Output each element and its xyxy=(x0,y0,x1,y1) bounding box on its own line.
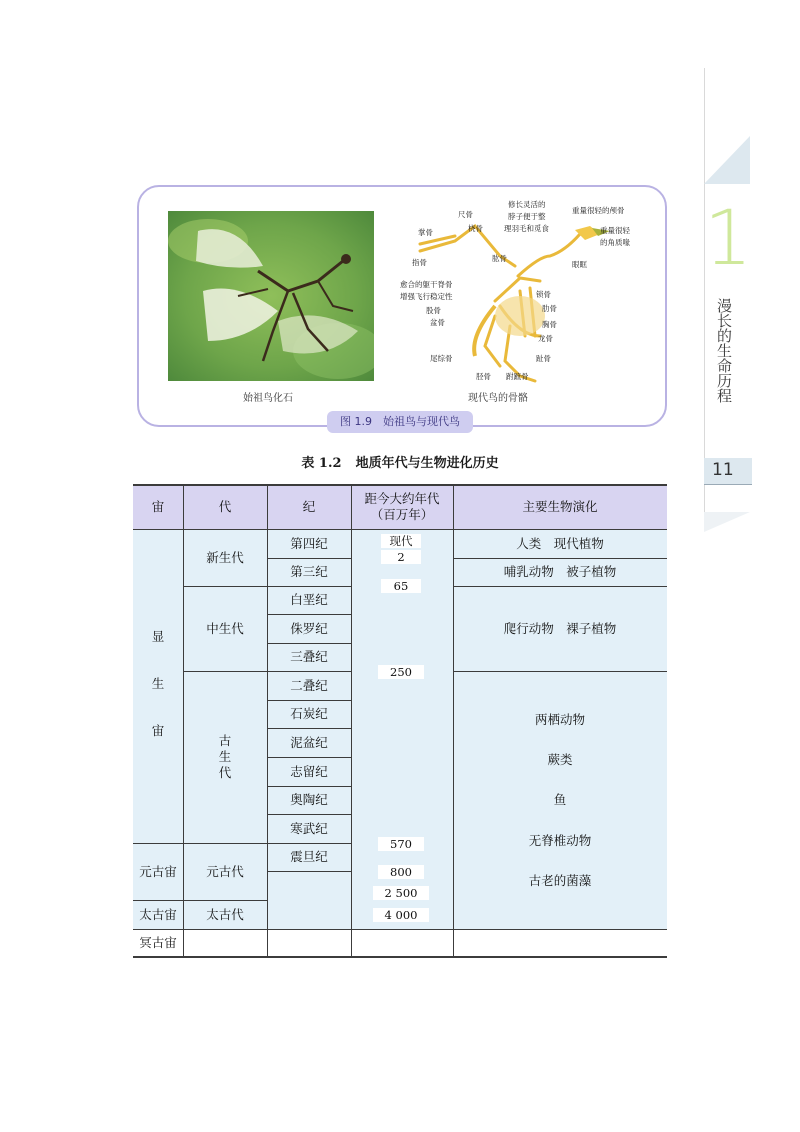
period-cambrian: 寒武纪 xyxy=(290,820,328,836)
margin-bottom-decoration xyxy=(704,512,750,532)
label-metacarpal: 掌骨 xyxy=(418,228,433,237)
boundary-present: 现代 xyxy=(381,534,421,548)
period-tertiary: 第三纪 xyxy=(290,564,328,579)
boundary-2: 2 xyxy=(381,550,421,564)
evolution-invertebrates: 无脊椎动物 xyxy=(528,833,592,848)
header-era: 代 xyxy=(218,498,232,514)
label-tarsometatarsus: 跗蹠骨 xyxy=(506,372,529,381)
eon-char: 宙 xyxy=(151,723,165,738)
eon-archean: 太古宙 xyxy=(139,906,177,922)
geologic-time-table xyxy=(133,484,667,958)
label-keel: 龙骨 xyxy=(538,334,553,343)
modern-bird-skeleton-image xyxy=(400,196,660,388)
chapter-title: 漫长的生命历程 xyxy=(715,298,733,403)
evolution-ferns: 蕨类 xyxy=(547,752,573,767)
label-femur: 股骨 xyxy=(426,306,441,315)
evolution-tertiary: 哺乳动物 被子植物 xyxy=(503,564,617,579)
period-quaternary: 第四纪 xyxy=(290,535,328,551)
archaeopteryx-fossil-image xyxy=(168,211,374,381)
period-silurian: 志留纪 xyxy=(290,763,328,779)
period-permian: 二叠纪 xyxy=(290,677,328,693)
evolution-algae: 古老的菌藻 xyxy=(528,873,592,888)
label-eye-socket: 眼眶 xyxy=(572,260,587,269)
eon-char: 显 xyxy=(151,629,165,644)
period-devonian: 泥盆纪 xyxy=(290,734,328,750)
period-triassic: 三叠纪 xyxy=(290,649,328,664)
label-neck-note-2: 脖子便于整 xyxy=(508,212,546,221)
table-title xyxy=(0,452,800,471)
period-cretaceous: 白垩纪 xyxy=(290,592,328,607)
margin-corner-decoration xyxy=(704,136,750,184)
evolution-quaternary: 人类 现代植物 xyxy=(516,535,604,551)
boundary-250: 250 xyxy=(378,665,424,679)
figure-label: 图 1.9 始祖鸟与现代鸟 xyxy=(327,411,473,433)
boundary-4000: 4 000 xyxy=(373,908,429,922)
label-humerus: 肱骨 xyxy=(492,254,507,263)
evolution-mesozoic: 爬行动物 裸子植物 xyxy=(503,620,617,636)
evolution-amphibians: 两栖动物 xyxy=(534,712,585,727)
period-jurassic: 侏罗纪 xyxy=(290,620,328,636)
eon-hadean: 冥古宙 xyxy=(139,934,177,950)
period-carboniferous: 石炭纪 xyxy=(290,706,328,721)
table-bottom-rule xyxy=(133,956,667,958)
label-finger: 指骨 xyxy=(412,258,427,267)
evolution-fish: 鱼 xyxy=(553,792,567,807)
header-evolution: 主要生物演化 xyxy=(522,498,598,514)
header-age-line1: 距今大约年代 xyxy=(364,490,440,506)
table-title-text: 地质年代与生物进化历史 xyxy=(355,456,499,471)
header-age xyxy=(351,484,453,529)
era-char: 古 xyxy=(218,733,232,748)
label-radius: 桡骨 xyxy=(468,224,483,233)
label-wishbone: 锁骨 xyxy=(536,290,551,299)
era-cenozoic: 新生代 xyxy=(206,549,244,565)
label-pygostyle: 尾综骨 xyxy=(430,354,453,363)
label-beak-1: 重量很轻 xyxy=(600,226,630,235)
boundary-65: 65 xyxy=(381,579,421,593)
row-line xyxy=(453,671,667,672)
label-fused-spine-1: 愈合的躯干脊骨 xyxy=(400,280,453,289)
boundary-570: 570 xyxy=(378,837,424,851)
page-number-underline xyxy=(704,484,752,485)
table-number: 表 1.2 xyxy=(301,456,342,471)
era-proterozoic: 元古代 xyxy=(206,863,244,879)
chapter-number: 1 xyxy=(704,193,753,282)
period-ordovician: 奥陶纪 xyxy=(290,792,328,807)
era-char: 代 xyxy=(218,765,232,780)
eon-phanerozoic xyxy=(133,629,183,739)
label-fused-spine-2: 增强飞行稳定性 xyxy=(400,292,453,301)
label-tibia: 胫骨 xyxy=(476,372,491,381)
label-beak-2: 的角质喙 xyxy=(600,238,630,247)
row-line xyxy=(133,929,667,930)
row-line xyxy=(267,871,351,872)
era-archean: 太古代 xyxy=(206,906,244,922)
label-rib: 肋骨 xyxy=(542,304,557,313)
page-number: 11 xyxy=(712,460,734,480)
skeleton-caption: 现代鸟的骨骼 xyxy=(468,393,528,404)
boundary-800: 800 xyxy=(378,865,424,879)
eon-char: 生 xyxy=(151,676,165,691)
header-period: 纪 xyxy=(302,498,316,514)
boundary-2500: 2 500 xyxy=(373,886,429,900)
header-eon: 宙 xyxy=(151,498,165,514)
col-line xyxy=(351,484,352,956)
era-paleozoic xyxy=(183,671,267,843)
label-pelvis: 盆骨 xyxy=(430,318,445,327)
margin-divider xyxy=(704,68,705,513)
fossil-caption: 始祖鸟化石 xyxy=(243,393,293,404)
label-toe: 趾骨 xyxy=(536,354,551,363)
period-sinian: 震旦纪 xyxy=(290,849,328,864)
era-char: 生 xyxy=(218,749,232,764)
eon-proterozoic: 元古宙 xyxy=(139,863,177,879)
label-ulna: 尺骨 xyxy=(458,210,473,219)
label-skull: 重量很轻的颅骨 xyxy=(572,206,625,215)
era-mesozoic: 中生代 xyxy=(206,620,244,636)
label-sternum: 胸骨 xyxy=(542,320,557,329)
label-neck-note-1: 修长灵活的 xyxy=(508,200,546,209)
label-neck-note-3: 理羽毛和觅食 xyxy=(504,224,549,233)
header-age-line2: （百万年） xyxy=(370,506,434,522)
